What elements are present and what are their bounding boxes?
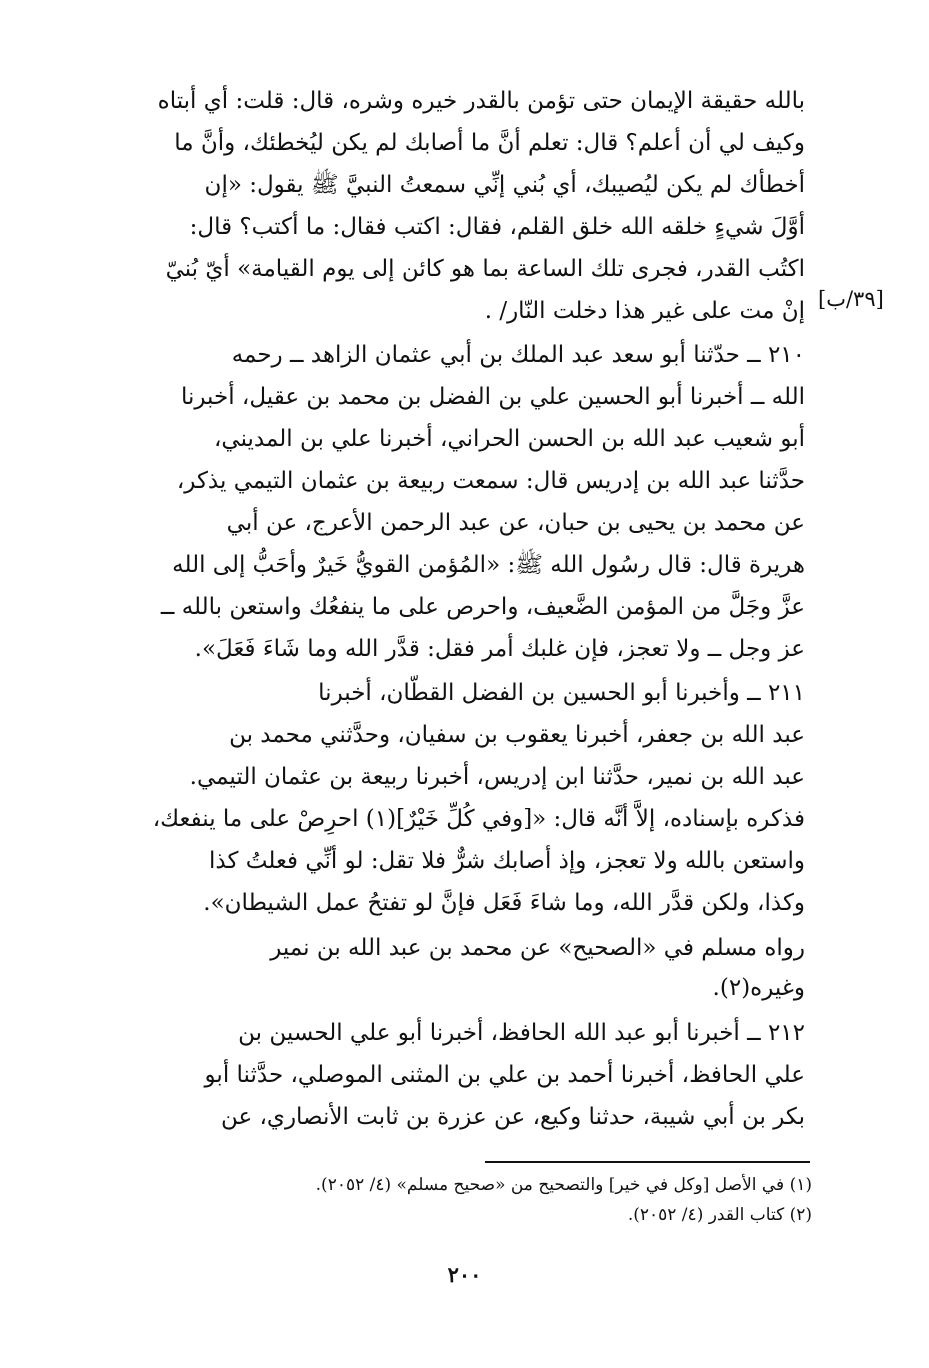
paragraph-211: [105, 672, 805, 924]
paragraph-narration-note: [105, 928, 805, 1008]
text-line: ٢١١ ــ وأخبرنا أبو الحسين بن الفضل القطّان، أخبرنا: [318, 680, 805, 706]
text-line: عز وجل ــ ولا تعجز، فإن غلبك أمر فقل: قدَّر الله وما شَاءَ فَعَلَ».: [194, 636, 805, 662]
text-line: علي الحافظ، أخبرنا أحمد بن علي بن المثنى الموصلي، حدَّثنا أبو: [204, 1062, 805, 1088]
text-line: واستعن بالله ولا تعجز، وإذ أصابك شرٌّ فلا تقل: لو أنِّي فعلتُ كذا: [209, 848, 805, 874]
text-line: وكيف لي أن أعلم؟ قال: تعلم أنَّ ما أصابك لم يكن ليُخطئك، وأنَّ ما: [174, 130, 805, 156]
text-line: أبو شعيب عبد الله بن الحسن الحراني، أخبرنا علي بن المديني،: [213, 426, 805, 452]
paragraph-continuation: [105, 80, 805, 332]
text-line: اكتُب القدر، فجرى تلك الساعة بما هو كائن إلى يوم القيامة» أيّ بُنيّ: [165, 256, 805, 282]
text-line: ٢١٢ ــ أخبرنا أبو عبد الله الحافظ، أخبرنا أبو علي الحسين بن: [238, 1020, 805, 1046]
text-line: أوَّلَ شيءٍ خلقه الله خلق القلم، فقال: اكتب فقال: ما أكتب؟ قال:: [189, 214, 805, 240]
text-line: ٢١٠ ــ حدّثنا أبو سعد عبد الملك بن أبي عثمان الزاهد ــ رحمه: [231, 342, 805, 368]
folio-margin-note: [٣٩/ب]: [818, 287, 884, 311]
text-line: فذكره بإسناده، إلاَّ أنَّه قال: «[وفي كُلِّ خَيْرٌ](١) احرِصْ على ما ينفعك،: [152, 806, 805, 832]
text-line: هريرة قال: قال رسُول الله ﷺ: «المُؤمن القويُّ خَيرٌ وأحَبُّ إلى الله: [172, 552, 805, 578]
text-line: عزَّ وجَلَّ من المؤمن الضَّعيف، واحرص على ما ينفعُك واستعن بالله ــ: [160, 594, 805, 620]
page-number: ٢٠٠: [447, 1262, 482, 1287]
text-line: بالله حقيقة الإيمان حتى تؤمن بالقدر خيره وشره، قال: قلت: أي أبتاه: [157, 88, 805, 114]
text-line: الله ــ أخبرنا أبو الحسين علي بن الفضل بن محمد بن عقيل، أخبرنا: [180, 384, 805, 410]
footnote-divider: [485, 1161, 810, 1163]
text-line: بكر بن أبي شيبة، حدثنا وكيع، عن عزرة بن ثابت الأنصاري، عن: [220, 1104, 805, 1130]
text-line: عبد الله بن نمير، حدَّثنا ابن إدريس، أخبرنا ربيعة بن عثمان التيمي.: [189, 764, 805, 790]
paragraph-212: [105, 1012, 805, 1138]
text-line: أخطأك لم يكن ليُصيبك، أي بُني إنِّي سمعتُ النبيَّ ﷺ يقول: «إن: [204, 172, 805, 198]
paragraph-210: [105, 334, 805, 670]
text-line: وغيره(٢).: [712, 975, 805, 1001]
footnotes: [200, 1170, 812, 1230]
text-line: إنْ مت على غير هذا دخلت النّار/ .: [484, 298, 805, 324]
text-line: حدَّثنا عبد الله بن إدريس قال: سمعت ربيعة بن عثمان التيمي يذكر،: [176, 468, 805, 494]
text-line: رواه مسلم في «الصحيح» عن محمد بن عبد الله بن نمير: [270, 935, 805, 961]
footnote: (١) في الأصل [وكل في خير] والتصحيح من «صحيح مسلم» (٤/ ٢٠٥٢).: [315, 1175, 812, 1195]
footnote: (٢) كتاب القدر (٤/ ٢٠٥٢).: [627, 1205, 812, 1225]
text-line: عبد الله بن جعفر، أخبرنا يعقوب بن سفيان، وحدَّثني محمد بن: [229, 722, 805, 748]
text-line: وكذا، ولكن قدَّر الله، وما شاءَ فَعَل فإنَّ لو تفتحُ عمل الشيطان».: [203, 890, 805, 916]
text-line: عن محمد بن يحيى بن حبان، عن عبد الرحمن الأعرج، عن أبي: [226, 510, 805, 536]
